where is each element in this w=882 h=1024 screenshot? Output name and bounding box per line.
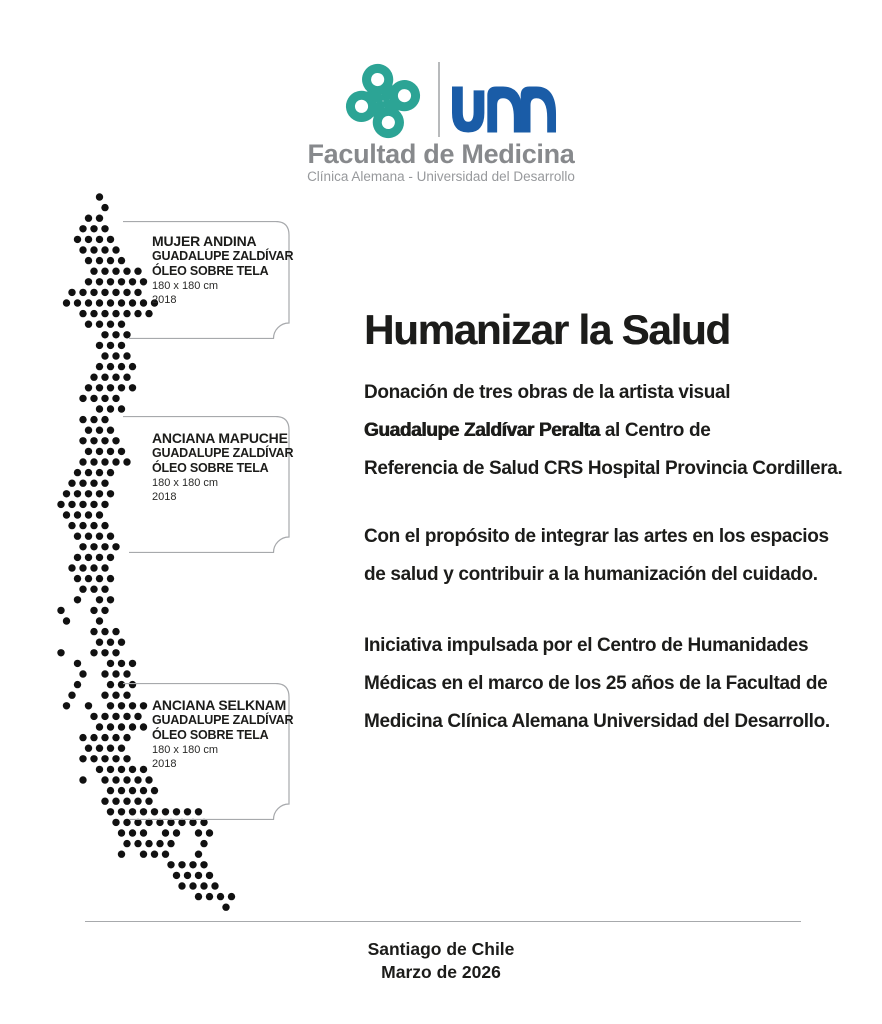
map-dot <box>195 893 202 900</box>
map-dot <box>140 851 147 858</box>
map-dot <box>107 469 114 476</box>
map-dot <box>79 246 86 253</box>
faculty-subtitle: Clínica Alemana - Universidad del Desarrollo <box>307 169 575 184</box>
footer-text <box>0 938 882 984</box>
map-dot <box>85 511 92 518</box>
paragraph-line: Referencia de Salud CRS Hospital Provincia Cordillera. <box>364 458 843 479</box>
map-dot <box>107 427 114 434</box>
map-dot <box>90 374 97 381</box>
map-dot <box>123 670 130 677</box>
map-dot <box>79 586 86 593</box>
map-dot <box>107 257 114 264</box>
map-dot <box>107 575 114 582</box>
map-dot <box>112 543 119 550</box>
map-dot <box>96 363 103 370</box>
map-dot <box>90 480 97 487</box>
map-dot <box>107 299 114 306</box>
map-dot <box>118 829 125 836</box>
map-dot <box>68 692 75 699</box>
map-dot <box>101 352 108 359</box>
map-dot <box>63 511 70 518</box>
map-dot <box>63 702 70 709</box>
map-dot <box>228 893 235 900</box>
map-dot <box>90 501 97 508</box>
map-dot <box>107 448 114 455</box>
map-dot <box>79 416 86 423</box>
map-dot <box>79 437 86 444</box>
map-dot <box>68 522 75 529</box>
map-dot <box>101 522 108 529</box>
map-dot <box>63 299 70 306</box>
map-dot <box>107 681 114 688</box>
map-dot <box>74 490 81 497</box>
map-dot <box>96 723 103 730</box>
map-dot <box>63 617 70 624</box>
map-dot <box>162 829 169 836</box>
map-dot <box>112 246 119 253</box>
map-dot <box>112 776 119 783</box>
map-dot <box>173 872 180 879</box>
map-dot <box>90 246 97 253</box>
map-dot <box>79 310 86 317</box>
map-dot <box>129 384 136 391</box>
map-dot <box>107 278 114 285</box>
map-dot <box>96 575 103 582</box>
map-dot <box>101 692 108 699</box>
map-dot <box>79 755 86 762</box>
artwork-artist: GUADALUPE ZALDÍVAR <box>152 249 294 263</box>
map-dot <box>112 713 119 720</box>
map-dot <box>68 289 75 296</box>
map-dot <box>167 840 174 847</box>
map-dot <box>85 554 92 561</box>
map-dot <box>74 681 81 688</box>
map-dot <box>79 480 86 487</box>
map-dot <box>112 374 119 381</box>
map-dot <box>96 596 103 603</box>
map-dot <box>79 734 86 741</box>
map-dot <box>90 416 97 423</box>
map-dot <box>101 734 108 741</box>
map-dot <box>107 321 114 328</box>
map-dot <box>107 384 114 391</box>
map-dot <box>79 564 86 571</box>
faculty-name: Facultad de Medicina <box>307 139 575 169</box>
artwork-label-anciana-mapuche <box>123 416 294 553</box>
map-dot <box>85 490 92 497</box>
map-dot <box>107 660 114 667</box>
map-dot <box>101 670 108 677</box>
map-dot <box>96 384 103 391</box>
map-dot <box>96 511 103 518</box>
map-dot <box>118 342 125 349</box>
map-dot <box>156 840 163 847</box>
map-dot <box>112 628 119 635</box>
map-dot <box>211 882 218 889</box>
map-dot <box>189 861 196 868</box>
map-dot <box>134 840 141 847</box>
map-dot <box>85 448 92 455</box>
map-dot <box>90 734 97 741</box>
map-dot <box>129 363 136 370</box>
map-dot <box>178 861 185 868</box>
paragraph-line: Medicina Clínica Alemana Universidad del Desarrollo. <box>364 711 830 732</box>
map-dot <box>129 829 136 836</box>
map-dot <box>79 395 86 402</box>
map-dot <box>90 607 97 614</box>
map-dot <box>145 840 152 847</box>
map-dot <box>101 755 108 762</box>
paragraph-line: Médicas en el marco de los 25 años de la Facultad de <box>364 673 828 694</box>
map-dot <box>74 236 81 243</box>
map-dot <box>107 766 114 773</box>
artwork-size: 180 x 180 cm <box>152 477 219 489</box>
map-dot <box>200 861 207 868</box>
map-dot <box>189 882 196 889</box>
map-dot <box>112 352 119 359</box>
page-title: Humanizar la Salud <box>364 306 730 353</box>
map-dot <box>101 225 108 232</box>
map-dot <box>57 607 64 614</box>
map-dot <box>96 639 103 646</box>
map-dot <box>74 299 81 306</box>
map-dot <box>101 798 108 805</box>
paragraph-donation <box>364 374 842 488</box>
map-dot <box>96 490 103 497</box>
map-dot <box>85 575 92 582</box>
map-dot <box>96 766 103 773</box>
map-dot <box>74 554 81 561</box>
clinica-alemana-logo-icon <box>337 60 429 142</box>
map-dot <box>79 458 86 465</box>
map-dot <box>85 236 92 243</box>
paragraph-purpose <box>364 518 829 594</box>
map-dot <box>74 533 81 540</box>
artwork-title: MUJER ANDINA <box>152 233 257 249</box>
map-dot <box>101 268 108 275</box>
map-dot <box>101 713 108 720</box>
artwork-label-mujer-andina <box>123 221 294 339</box>
map-dot <box>85 745 92 752</box>
map-dot <box>96 533 103 540</box>
artwork-year: 2018 <box>152 294 177 306</box>
map-dot <box>112 649 119 656</box>
map-dot <box>107 236 114 243</box>
map-dot <box>206 829 213 836</box>
map-dot <box>107 363 114 370</box>
map-dot <box>173 829 180 836</box>
artwork-technique: ÓLEO SOBRE TELA <box>152 728 269 742</box>
artwork-label-anciana-selknam <box>123 683 294 820</box>
map-dot <box>68 501 75 508</box>
map-dot <box>107 745 114 752</box>
map-dot <box>222 904 229 911</box>
paragraph-line: Iniciativa impulsada por el Centro de Humanidades <box>364 635 809 656</box>
map-dot <box>90 522 97 529</box>
map-dot <box>118 363 125 370</box>
map-dot <box>96 236 103 243</box>
map-dot <box>200 882 207 889</box>
map-dot <box>74 511 81 518</box>
map-dot <box>140 829 147 836</box>
map-dot <box>200 840 207 847</box>
map-dot <box>101 246 108 253</box>
map-dot <box>118 405 125 412</box>
map-dot <box>74 660 81 667</box>
map-dot <box>96 193 103 200</box>
map-dot <box>107 787 114 794</box>
map-dot <box>74 469 81 476</box>
map-dot <box>90 543 97 550</box>
map-dot <box>90 564 97 571</box>
artwork-title: ANCIANA SELKNAM <box>152 697 287 713</box>
map-dot <box>107 596 114 603</box>
footer-city: Santiago de Chile <box>367 939 515 959</box>
map-dot <box>112 458 119 465</box>
map-dot <box>79 776 86 783</box>
udd-logo-icon <box>452 86 557 133</box>
map-dot <box>129 660 136 667</box>
map-dot <box>57 501 64 508</box>
map-dot <box>101 501 108 508</box>
map-dot <box>112 268 119 275</box>
map-dot <box>68 564 75 571</box>
map-dot <box>57 649 64 656</box>
map-dot <box>112 670 119 677</box>
map-dot <box>112 819 119 826</box>
map-dot <box>118 384 125 391</box>
map-dot <box>90 289 97 296</box>
map-dot <box>184 872 191 879</box>
map-dot <box>90 713 97 720</box>
map-dot <box>96 554 103 561</box>
map-dot <box>107 723 114 730</box>
map-dot <box>90 225 97 232</box>
map-dot <box>101 310 108 317</box>
map-dot <box>96 278 103 285</box>
map-dot <box>79 522 86 529</box>
map-dot <box>79 225 86 232</box>
map-dot <box>74 596 81 603</box>
artwork-year: 2018 <box>152 758 177 770</box>
map-dot <box>85 299 92 306</box>
paragraph-line: Con el propósito de integrar las artes en los espacios <box>364 526 829 547</box>
map-dot <box>79 670 86 677</box>
map-dot <box>68 480 75 487</box>
artwork-size: 180 x 180 cm <box>152 744 219 756</box>
map-dot <box>85 427 92 434</box>
map-dot <box>101 416 108 423</box>
map-dot <box>101 395 108 402</box>
paragraph-line: Donación de tres obras de la artista visual <box>364 382 731 403</box>
map-dot <box>167 861 174 868</box>
paragraph-initiative <box>364 627 830 741</box>
map-dot <box>107 405 114 412</box>
map-dot <box>101 586 108 593</box>
map-dot <box>96 342 103 349</box>
map-dot <box>107 342 114 349</box>
map-dot <box>96 215 103 222</box>
map-dot <box>101 204 108 211</box>
map-dot <box>90 649 97 656</box>
map-dot <box>85 533 92 540</box>
footer-rule <box>85 921 801 922</box>
map-dot <box>96 745 103 752</box>
map-dot <box>90 395 97 402</box>
map-dot <box>112 331 119 338</box>
map-dot <box>101 776 108 783</box>
map-dot <box>85 469 92 476</box>
map-dot <box>112 395 119 402</box>
map-dot <box>96 427 103 434</box>
logo-divider <box>438 62 440 137</box>
map-dot <box>112 734 119 741</box>
map-dot <box>195 872 202 879</box>
map-dot <box>101 564 108 571</box>
map-dot <box>178 882 185 889</box>
map-dot <box>96 257 103 264</box>
map-dot <box>107 554 114 561</box>
map-dot <box>123 352 130 359</box>
map-dot <box>96 617 103 624</box>
map-dot <box>90 437 97 444</box>
map-dot <box>112 310 119 317</box>
map-dot <box>112 289 119 296</box>
map-dot <box>217 893 224 900</box>
map-dot <box>101 607 108 614</box>
map-dot <box>118 851 125 858</box>
map-dot <box>112 692 119 699</box>
map-dot <box>96 299 103 306</box>
map-dot <box>101 543 108 550</box>
map-dot <box>107 808 114 815</box>
map-dot <box>112 437 119 444</box>
paragraph-line: de salud y contribuir a la humanización del cuidado. <box>364 564 818 585</box>
map-dot <box>90 310 97 317</box>
artwork-size: 180 x 180 cm <box>152 280 219 292</box>
map-dot <box>79 289 86 296</box>
map-dot <box>96 469 103 476</box>
map-dot <box>162 851 169 858</box>
map-dot <box>101 649 108 656</box>
map-dot <box>107 639 114 646</box>
map-dot <box>85 321 92 328</box>
artwork-year: 2018 <box>152 491 177 503</box>
map-dot <box>101 374 108 381</box>
map-dot <box>85 215 92 222</box>
map-dot <box>85 278 92 285</box>
artwork-title: ANCIANA MAPUCHE <box>152 430 288 446</box>
artwork-technique: ÓLEO SOBRE TELA <box>152 461 269 475</box>
artist-name: Guadalupe Zaldívar Peralta <box>364 420 600 441</box>
map-dot <box>90 755 97 762</box>
map-dot <box>123 374 130 381</box>
map-dot <box>112 798 119 805</box>
paragraph-line-rest: al Centro de <box>599 420 711 441</box>
map-dot <box>112 755 119 762</box>
map-dot <box>90 628 97 635</box>
map-dot <box>96 448 103 455</box>
map-dot <box>101 458 108 465</box>
map-dot <box>101 628 108 635</box>
artwork-artist: GUADALUPE ZALDÍVAR <box>152 713 294 727</box>
map-dot <box>195 829 202 836</box>
map-dot <box>107 533 114 540</box>
map-dot <box>206 872 213 879</box>
map-dot <box>101 289 108 296</box>
map-dot <box>63 490 70 497</box>
map-dot <box>151 851 158 858</box>
map-dot <box>79 543 86 550</box>
map-dot <box>90 268 97 275</box>
artwork-artist: GUADALUPE ZALDÍVAR <box>152 446 294 460</box>
map-dot <box>123 840 130 847</box>
map-dot <box>101 480 108 487</box>
map-dot <box>118 660 125 667</box>
map-dot <box>79 501 86 508</box>
map-dot <box>107 490 114 497</box>
paragraph-line <box>364 412 842 450</box>
map-dot <box>107 702 114 709</box>
map-dot <box>90 586 97 593</box>
map-dot <box>85 384 92 391</box>
map-dot <box>96 405 103 412</box>
map-dot <box>90 458 97 465</box>
map-dot <box>101 437 108 444</box>
footer-date: Marzo de 2026 <box>381 962 501 982</box>
map-dot <box>85 702 92 709</box>
artwork-technique: ÓLEO SOBRE TELA <box>152 264 269 278</box>
map-dot <box>118 639 125 646</box>
map-dot <box>74 575 81 582</box>
map-dot <box>101 331 108 338</box>
map-dot <box>206 893 213 900</box>
map-dot <box>85 257 92 264</box>
map-dot <box>96 321 103 328</box>
map-dot <box>195 851 202 858</box>
